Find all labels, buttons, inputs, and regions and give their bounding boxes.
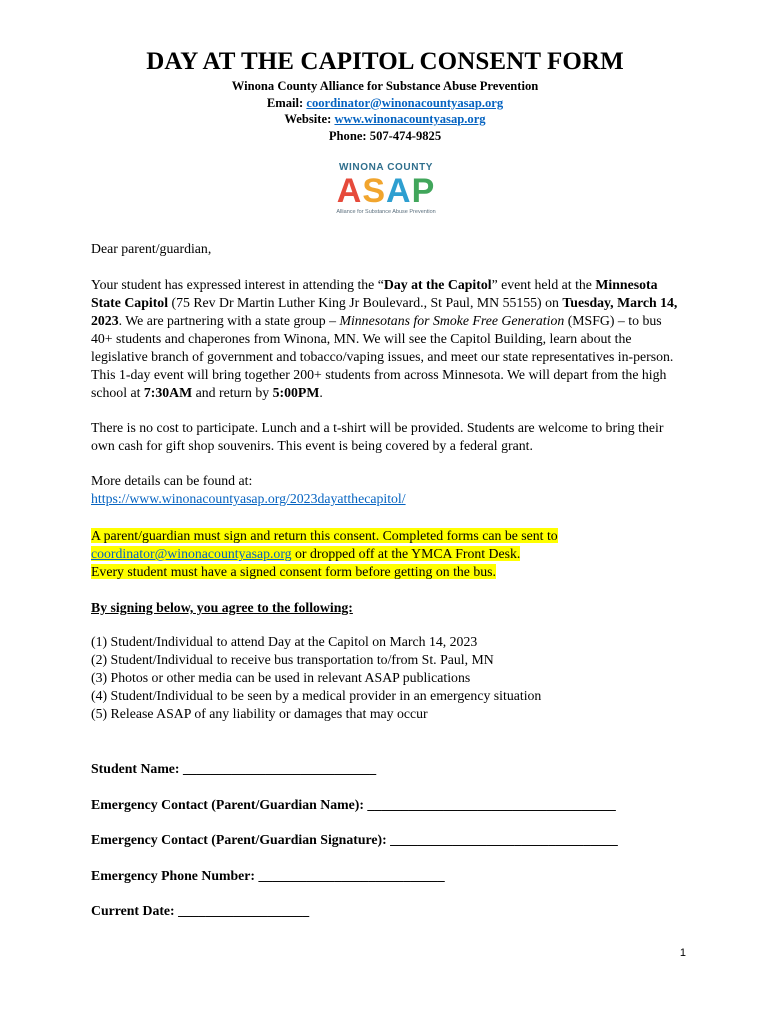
greeting: Dear parent/guardian, [91,241,212,256]
venue-name: Minnesota State Capitol [91,277,658,310]
phone-label: Phone: [328,128,367,143]
venue-address: (75 Rev Dr Martin Luther King Jr Boulevard., St Paul, MN 55155) on [168,295,559,310]
logo-letters [330,174,442,208]
form-title: DAY AT THE CAPITOL CONSENT FORM [146,48,624,75]
cost-paragraph: There is no cost to participate. Lunch and a t-shirt will be provided. Students are welcome to bring their own cash for gift shop souvenirs. This event is being covered by a federal grant. [91,420,664,453]
agreement-item: (1) Student/Individual to attend Day at the Capitol on March 14, 2023 [91,634,478,649]
notice-line: Every student must have a signed consent form before getting on the bus. [91,564,496,579]
emergency-contact-name-field[interactable]: Emergency Contact (Parent/Guardian Name): ____________________________________ [91,797,616,812]
org-email-link[interactable]: coordinator@winonacountyasap.org [306,95,504,110]
org-name: Winona County Alliance for Substance Abuse Prevention [231,79,539,93]
details-block [91,472,681,508]
emergency-phone-field[interactable]: Emergency Phone Number: ___________________________ [91,868,445,883]
agreement-heading: By signing below, you agree to the following: [91,600,353,615]
notice-email-link[interactable]: coordinator@winonacountyasap.org [91,546,292,561]
intro-text: Your student has expressed interest in attending the “ [91,277,384,292]
website-label: Website: [284,112,332,126]
agreement-list [91,633,681,723]
logo-letter: P [411,172,436,210]
org-website-line [0,111,770,128]
agreement-item: (3) Photos or other media can be used in relevant ASAP publications [91,670,471,685]
org-header [0,78,770,144]
logo-letter: A [336,172,363,210]
partner-group: Minnesotans for Smoke Free Generation [339,313,565,328]
event-date: Tuesday, March 14, 2023 [91,295,678,328]
notice-line: or dropped off at the YMCA Front Desk. [291,546,521,561]
org-phone-line [0,128,770,145]
intro-text: . We are partnering with a state group – [118,313,340,328]
asap-logo [330,162,442,216]
org-email-line [0,95,770,112]
intro-text: (MSFG) – to bus 40+ students and chaperones from Winona, MN. We will see the Capitol Building, learn about the legislative branch of government and tobacco/vaping issues, and meet our state representatives in-person. This 1-day event will bring together 200+ students from across Minnesota. We will depart from the high school at [91,313,674,400]
intro-text: ” event held at the [491,277,592,292]
org-website-link[interactable]: www.winonacountyasap.org [334,112,486,126]
depart-time: 7:30AM [143,385,193,400]
intro-paragraph [91,276,681,402]
agreement-item: (5) Release ASAP of any liability or damages that may occur [91,706,428,721]
student-name-field[interactable]: Student Name: ____________________________ [91,761,377,776]
emergency-contact-signature-field[interactable]: Emergency Contact (Parent/Guardian Signature): _________________________________ [91,832,618,847]
consent-notice [91,527,681,581]
logo-subtitle: Alliance for Substance Abuse Prevention [336,209,436,215]
agreement-item: (2) Student/Individual to receive bus transportation to/from St. Paul, MN [91,652,494,667]
details-label: More details can be found at: [91,473,253,488]
intro-text: and return by [192,385,273,400]
logo-letter: S [362,172,386,210]
current-date-field[interactable]: Current Date: ___________________ [91,903,310,918]
details-link[interactable]: https://www.winonacountyasap.org/2023dayatthecapitol/ [91,491,406,506]
notice-line: A parent/guardian must sign and return this consent. Completed forms can be sent to [91,528,558,543]
email-label: Email: [266,95,304,110]
org-phone: 507-474-9825 [369,128,442,143]
intro-text: . [319,385,323,400]
event-name: Day at the Capitol [383,277,492,292]
logo-letter: A [386,172,412,210]
page-number: 1 [679,947,686,959]
logo-county-text: WINONA COUNTY [338,162,434,173]
agreement-item: (4) Student/Individual to be seen by a medical provider in an emergency situation [91,688,542,703]
return-time: 5:00PM [272,385,320,400]
